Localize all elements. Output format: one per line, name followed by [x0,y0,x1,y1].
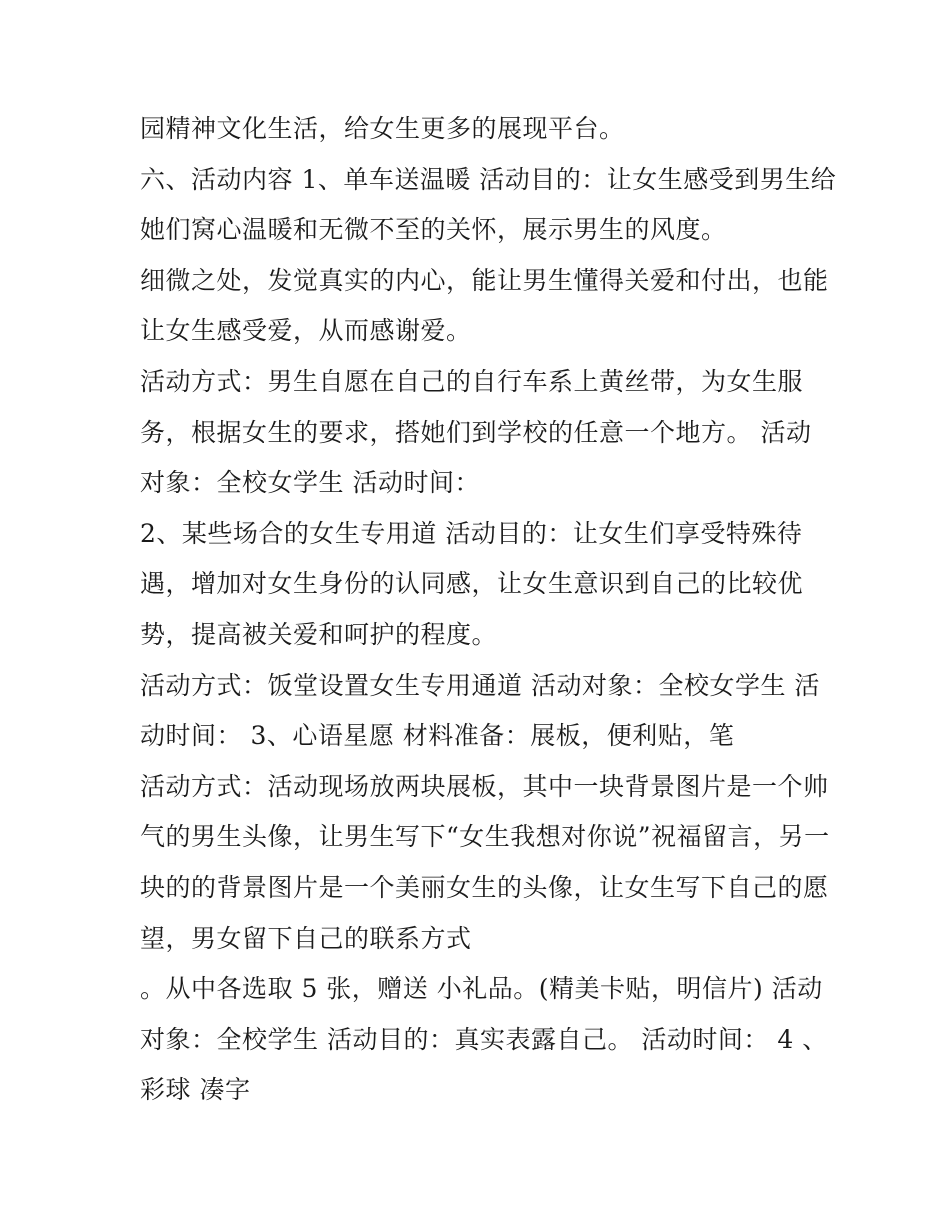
text-line: 彩球 凑字 [140,1075,251,1105]
text-line: 活动方式：男生自愿在自己的自行车系上黄丝带，为女生服 [140,366,804,396]
text-line: 2、某些场合的女生专用道 活动目的：让女生们享受特殊待 [140,518,803,548]
document-body [140,104,837,1116]
text-line: 六、活动内容 1、单车送温暖 活动目的：让女生感受到男生给 [140,164,837,194]
text-line: 对象：全校学生 活动目的：真实表露自己。 活动时间： 4 、 [140,1024,828,1054]
text-line: 势，提高被关爱和呵护的程度。 [140,619,498,649]
text-line: 遇，增加对女生身份的认同感，让女生意识到自己的比较优 [140,569,804,599]
text-line: 块的的背景图片是一个美丽女生的头像，让女生写下自己的愿 [140,872,829,902]
text-line: 务，根据女生的要求，搭她们到学校的任意一个地方。 活动 [140,417,812,447]
text-line: 细微之处，发觉真实的内心，能让男生懂得关爱和付出，也能 [140,265,829,295]
text-line: 气的男生头像，让男生写下“女生我想对你说”祝福留言，另一 [140,822,830,852]
text-line: 动时间： 3、心语星愿 材料准备：展板，便利贴，笔 [140,721,735,751]
text-line: 活动方式：活动现场放两块展板，其中一块背景图片是一个帅 [140,771,829,801]
text-line: 。从中各选取 5 张，赠送 小礼品。(精美卡贴，明信片) 活动 [140,974,823,1004]
text-line: 让女生感受爱，从而感谢爱。 [140,316,472,346]
text-line: 园精神文化生活，给女生更多的展现平台。 [140,114,625,143]
text-line: 活动方式：饭堂设置女生专用通道 活动对象：全校女学生 活 [140,670,820,700]
text-line: 对象：全校女学生 活动时间： [140,468,480,498]
text-line: 她们窝心温暖和无微不至的关怀，展示男生的风度。 [140,215,727,245]
text-line: 望，男女留下自己的联系方式 [140,923,472,953]
